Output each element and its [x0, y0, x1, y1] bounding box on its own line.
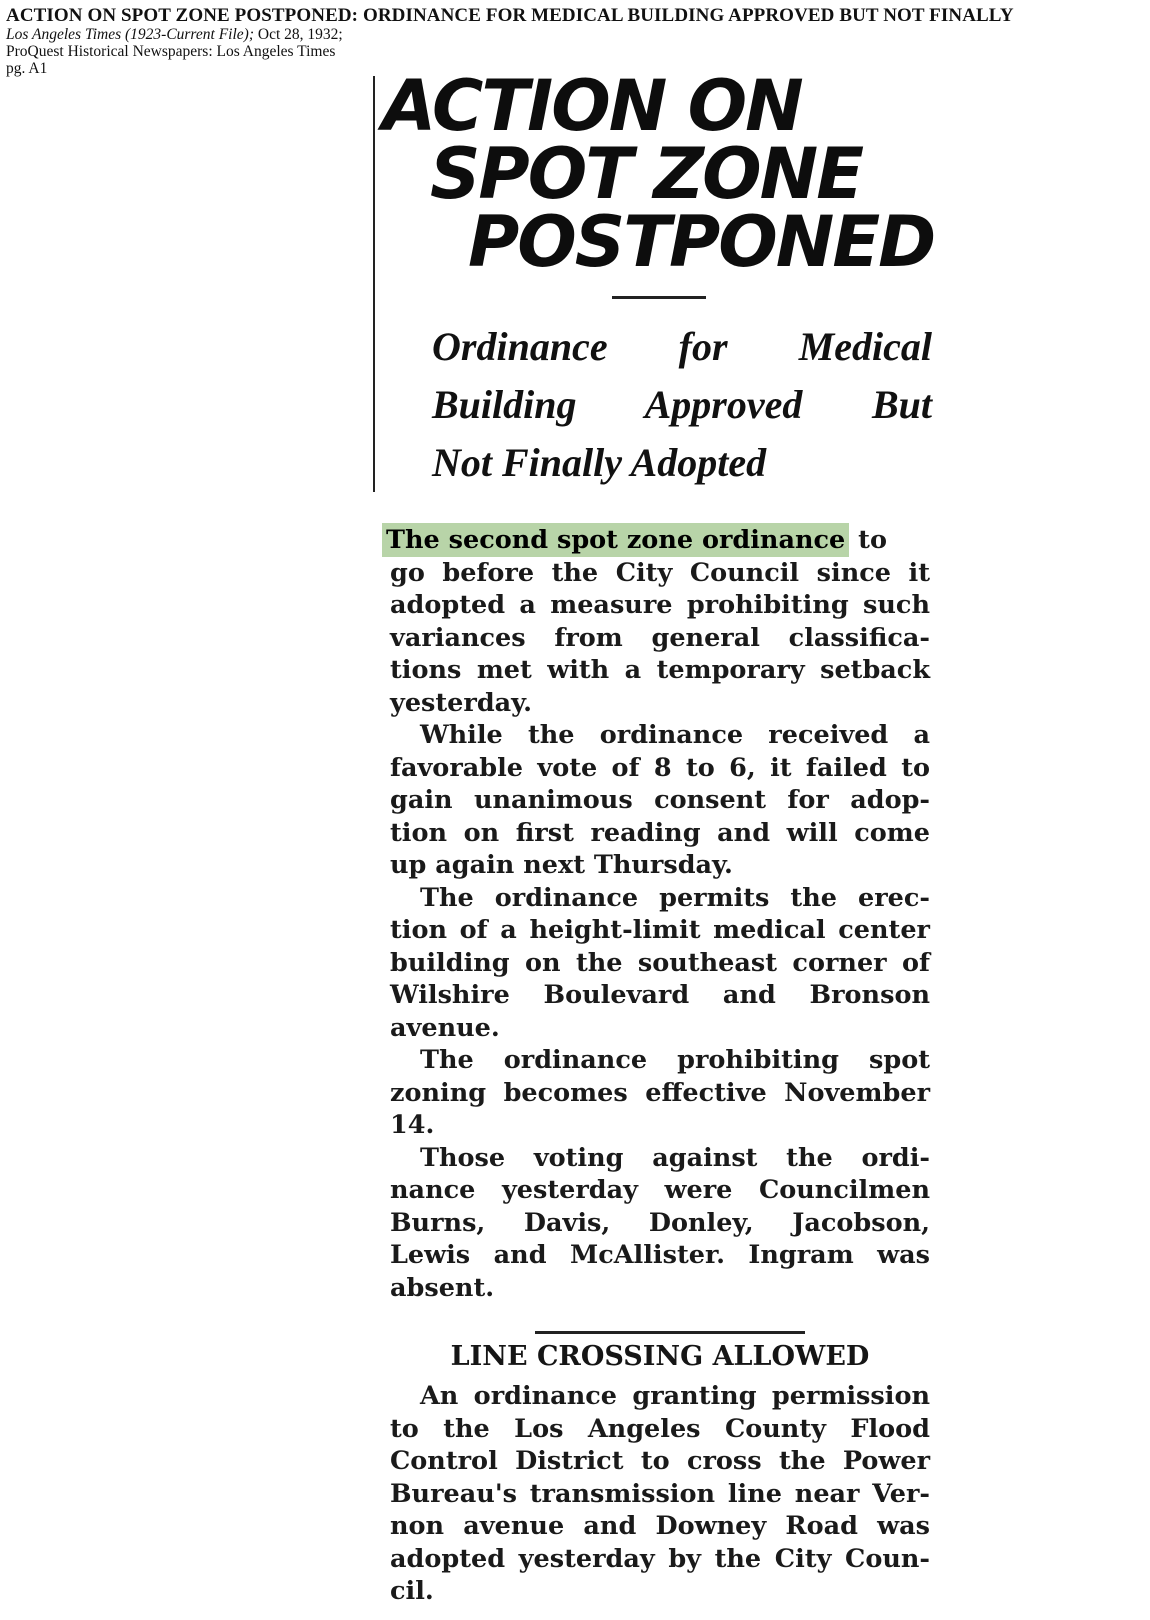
text-line: adopted yesterday by the City Coun- [390, 1543, 930, 1574]
text-line: up again next Thursday. [390, 850, 733, 880]
section-divider [535, 1331, 805, 1334]
text-line: tion on first reading and will come [390, 817, 930, 848]
column-rule [373, 76, 375, 492]
text-line: variances from general classifica- [390, 622, 930, 653]
paragraph [386, 524, 930, 719]
text-line: While the ordinance received a [420, 720, 930, 750]
text-line: gain unanimous consent for adop- [390, 785, 930, 815]
citation-date: Oct 28, 1932; [254, 26, 343, 43]
paragraph [390, 1142, 930, 1305]
text-line [386, 524, 930, 557]
text-line: Burns, Davis, Donley, Jacobson, [390, 1207, 930, 1238]
text-line: tion of a height-limit medical center [390, 915, 930, 945]
text-line: avenue. [390, 1012, 500, 1043]
text-line: tions met with a temporary setback [390, 655, 930, 685]
text-line: Those voting against the ordi- [420, 1142, 930, 1173]
deck-line: Ordinance for Medical [432, 324, 932, 369]
deck-line: Building Approved But [432, 382, 932, 427]
paragraph [390, 882, 930, 1045]
text-line: nance yesterday were Councilmen [390, 1175, 930, 1205]
text-line: The ordinance permits the erec- [420, 882, 930, 913]
text-line: 14. [390, 1110, 435, 1140]
text-line: Lewis and McAllister. Ingram was [390, 1240, 930, 1270]
search-highlight: The second spot zone ordinance [382, 523, 849, 557]
citation-page: pg. A1 [6, 60, 48, 77]
citation-source-line [6, 26, 1014, 43]
text-line: yesterday. [390, 687, 532, 718]
text-line: building on the southeast corner of [390, 947, 930, 978]
text-line: cil. [390, 1576, 434, 1606]
text-line: Wilshire Boulevard and Bronson [390, 980, 930, 1010]
text-line: non avenue and Downey Road was [390, 1511, 930, 1541]
text-line: Bureau's transmission line near Ver- [390, 1478, 930, 1509]
citation-database: ProQuest Historical Newspapers: Los Angeles Times [6, 43, 336, 60]
article-body-2 [390, 1380, 930, 1608]
text-line: zoning becomes effective November [390, 1077, 930, 1108]
citation-title: ACTION ON SPOT ZONE POSTPONED: ORDINANCE FOR MEDICAL BUILDING APPROVED BUT NOT FINALLY [6, 5, 1014, 26]
paragraph [390, 719, 930, 882]
deck-subheadline [432, 318, 932, 492]
text-line: go before the City Council since it [390, 557, 930, 588]
paragraph [390, 1044, 930, 1142]
text-line: absent. [390, 1272, 495, 1303]
text-line: The ordinance prohibiting spot [420, 1045, 930, 1075]
article-body [386, 524, 930, 1304]
headline-line: SPOT ZONE [430, 133, 863, 215]
text-line: Control District to cross the Power [390, 1446, 930, 1476]
section-subhead: LINE CROSSING ALLOWED [450, 1341, 870, 1372]
text-fragment: to [849, 525, 887, 555]
text-line: An ordinance granting permission [420, 1381, 930, 1411]
headline [380, 65, 940, 283]
headline-line: POSTPONED [468, 201, 935, 283]
text-line: favorable vote of 8 to 6, it failed to [390, 752, 930, 783]
paragraph [390, 1380, 930, 1608]
text-line: adopted a measure prohibiting such [390, 590, 930, 620]
headline-line: ACTION ON [382, 65, 802, 147]
text-line: to the Los Angeles County Flood [390, 1413, 930, 1444]
citation-source: Los Angeles Times (1923-Current File); [6, 26, 254, 43]
deck-line: Not Finally Adopted [432, 440, 767, 485]
headline-divider [612, 296, 706, 299]
